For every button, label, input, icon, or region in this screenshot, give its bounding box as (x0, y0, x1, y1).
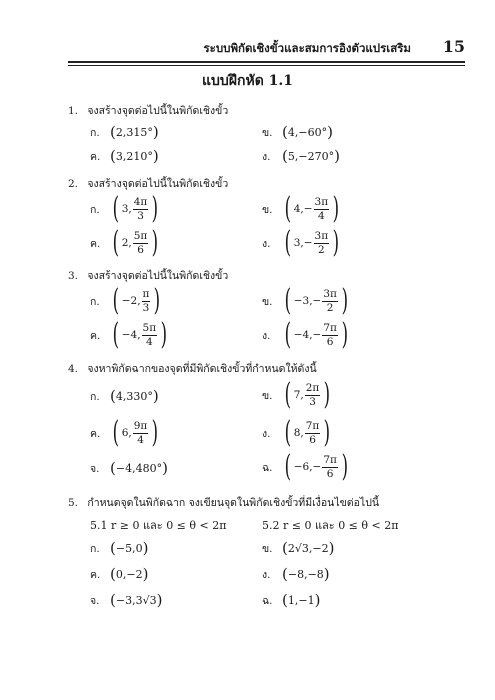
denominator: 4 (318, 209, 325, 222)
fraction (305, 420, 321, 445)
q4-item-e: จ. ( −4,480° ) (90, 459, 168, 477)
item-label: ง. (262, 329, 271, 342)
q3-item-c: ค. ( −4, $\frac{5\pi}{4}$ ) (90, 317, 168, 352)
item-label: ก. (90, 391, 100, 403)
denominator: 3 (137, 209, 144, 222)
item-label: ง. (262, 151, 271, 163)
item-label: จ. (90, 595, 100, 607)
fraction (142, 288, 151, 313)
numerator: 7π (323, 454, 337, 467)
q5-condition-1 (90, 516, 226, 534)
item-prefix: 8, (293, 427, 304, 439)
item-prefix: 3,− (293, 237, 313, 249)
condition-text: 5.1 r ≥ 0 และ 0 ≤ θ < 2π (90, 519, 227, 532)
denominator: 6 (326, 467, 334, 480)
numerator: 7π (305, 420, 320, 433)
item-label: ค. (90, 427, 101, 440)
denominator: 3 (142, 301, 150, 314)
question-text: จงสร้างจุดต่อไปนี้ในพิกัดเชิงขั้ว (87, 270, 229, 282)
item-label: ฉ. (262, 461, 273, 474)
fraction (314, 230, 330, 255)
q5-item-c: ค. ( 0,−2 ) (90, 565, 149, 583)
item-prefix: 3, (121, 203, 132, 215)
question-5 (68, 494, 379, 511)
header-rule-thick (68, 61, 465, 63)
numerator: 5π (133, 230, 148, 243)
q3-item-b: ข. ( −3,− $\frac{3\pi}{2}$ ) (262, 283, 349, 318)
item-label: ฉ. (262, 595, 273, 607)
question-number: 5. (68, 497, 79, 509)
item-prefix: 4,− (293, 203, 313, 215)
item-label: ข. (262, 295, 273, 308)
item-label: ง. (262, 427, 271, 440)
fraction (322, 322, 338, 347)
denominator: 6 (309, 433, 316, 446)
fraction (322, 288, 338, 313)
q2-item-b: ข. ( 4,− $\frac{3\pi}{4}$ ) (262, 191, 340, 226)
fraction (322, 454, 338, 479)
denominator: 6 (326, 335, 334, 348)
fraction (314, 196, 330, 221)
item-expression: 4,−60° (287, 126, 328, 139)
numerator: 7π (323, 322, 337, 335)
item-expression: −5,0 (115, 542, 143, 555)
q2-item-a: ก. ( 3, $\frac{4\pi}{3}$ ) (90, 191, 159, 226)
question-text: จงสร้างจุดต่อไปนี้ในพิกัดเชิงขั้ว (87, 178, 229, 190)
item-label: ค. (90, 237, 101, 250)
numerator: 3π (323, 288, 337, 301)
item-label: ข. (262, 127, 273, 139)
q4-item-b: ข. ( 7, $\frac{2\pi}{3}$ ) (262, 377, 331, 412)
q3-item-a: ก. ( −2, $\frac{\pi}{3}$ ) (90, 283, 161, 318)
q5-item-a: ก. ( −5,0 ) (90, 539, 149, 557)
item-expression: 0,−2 (115, 568, 143, 581)
item-expression: 2,315° (115, 126, 153, 139)
numerator: π (142, 288, 150, 301)
q4-item-a: ก. ( 4,330° ) (90, 387, 159, 405)
item-label: ข. (262, 203, 273, 216)
numerator: 5π (142, 322, 157, 335)
item-expression: −8,−8 (287, 568, 324, 581)
denominator: 3 (309, 395, 316, 408)
denominator: 2 (326, 301, 334, 314)
exercise-title: แบบฝึกหัด 1.1 (201, 73, 294, 89)
question-text: กำหนดจุดในพิกัดฉาก จงเขียนจุดในพิกัดเชิงขั้วที่มีเงื่อนไขต่อไปนี้ (87, 497, 380, 509)
numerator: 3π (314, 196, 329, 209)
item-label: ก. (90, 295, 100, 308)
item-expression: 2√3,−2 (287, 542, 329, 555)
question-2 (68, 175, 228, 192)
item-prefix: −3,− (293, 295, 322, 307)
chapter-title: ระบบพิกัดเชิงขั้วและสมการอิงตัวแปรเสริม (203, 41, 411, 55)
question-4 (68, 360, 317, 377)
numerator: 2π (305, 382, 320, 395)
fraction (133, 420, 149, 445)
question-text: จงสร้างจุดต่อไปนี้ในพิกัดเชิงขั้ว (87, 105, 229, 117)
item-label: ค. (90, 329, 101, 342)
question-number: 2. (68, 178, 79, 190)
denominator: 4 (137, 433, 144, 446)
item-prefix: −2, (121, 295, 141, 307)
fraction (133, 230, 149, 255)
item-expression: 3,210° (115, 150, 153, 163)
item-label: ก. (90, 543, 100, 555)
numerator: 4π (133, 196, 148, 209)
item-expression: 1,−1 (287, 594, 315, 607)
item-label: ข. (262, 543, 273, 555)
fraction (133, 196, 149, 221)
item-label: ข. (262, 389, 273, 402)
q2-item-c: ค. ( 2, $\frac{5\pi}{6}$ ) (90, 225, 159, 260)
q4-item-d: ง. ( 8, $\frac{7\pi}{6}$ ) (262, 415, 331, 450)
item-expression: 5,−270° (287, 150, 335, 163)
question-number: 4. (68, 363, 79, 375)
page-header (62, 38, 465, 62)
q4-item-f: ฉ. ( −6,− $\frac{7\pi}{6}$ ) (262, 449, 349, 484)
q5-item-f: ฉ. ( 1,−1 ) (262, 591, 321, 609)
question-1 (68, 102, 228, 119)
item-expression: −4,480° (115, 462, 163, 475)
q5-item-d: ง. ( −8,−8 ) (262, 565, 330, 583)
item-prefix: 7, (293, 389, 304, 401)
item-prefix: 2, (121, 237, 132, 249)
item-label: ค. (90, 151, 101, 163)
item-expression: 4,330° (115, 390, 153, 403)
item-prefix: −4,− (293, 329, 322, 341)
page-number: 15 (442, 37, 465, 56)
q3-item-d: ง. ( −4,− $\frac{7\pi}{6}$ ) (262, 317, 349, 352)
numerator: 3π (314, 230, 329, 243)
item-prefix: −4, (121, 329, 141, 341)
q5-item-b: ข. ( 2√3,−2 ) (262, 539, 335, 557)
item-label: ง. (262, 237, 271, 250)
item-label: ค. (90, 569, 101, 581)
q1-item-b: ข. ( 4,−60° ) (262, 123, 333, 141)
q5-item-e: จ. ( −3,3√3 ) (90, 591, 163, 609)
condition-text: 5.2 r ≤ 0 และ 0 ≤ θ < 2π (262, 519, 399, 532)
question-number: 3. (68, 270, 79, 282)
item-prefix: 6, (121, 427, 132, 439)
question-number: 1. (68, 105, 79, 117)
q1-item-c: ค. ( 3,210° ) (90, 147, 159, 165)
header-rule-thin (68, 65, 465, 66)
fraction (142, 322, 158, 347)
q1-item-d: ง. ( 5,−270° ) (262, 147, 340, 165)
q2-item-d: ง. ( 3,− $\frac{3\pi}{2}$ ) (262, 225, 340, 260)
q1-item-a: ก. ( 2,315° ) (90, 123, 159, 141)
item-label: ก. (90, 127, 100, 139)
item-label: ก. (90, 203, 100, 216)
q4-item-c: ค. ( 6, $\frac{9\pi}{4}$ ) (90, 415, 159, 450)
item-label: จ. (90, 463, 100, 475)
question-3 (68, 267, 228, 284)
q5-condition-2 (262, 516, 398, 534)
fraction (305, 382, 321, 407)
denominator: 4 (146, 335, 153, 348)
item-label: ง. (262, 569, 271, 581)
item-prefix: −6,− (293, 461, 322, 473)
item-expression: −3,3√3 (115, 594, 157, 607)
denominator: 6 (137, 243, 144, 256)
numerator: 9π (133, 420, 148, 433)
denominator: 2 (318, 243, 325, 256)
question-text: จงหาพิกัดฉากของจุดที่มีพิกัดเชิงขั้วที่กำหนดให้ดังนี้ (87, 363, 317, 375)
